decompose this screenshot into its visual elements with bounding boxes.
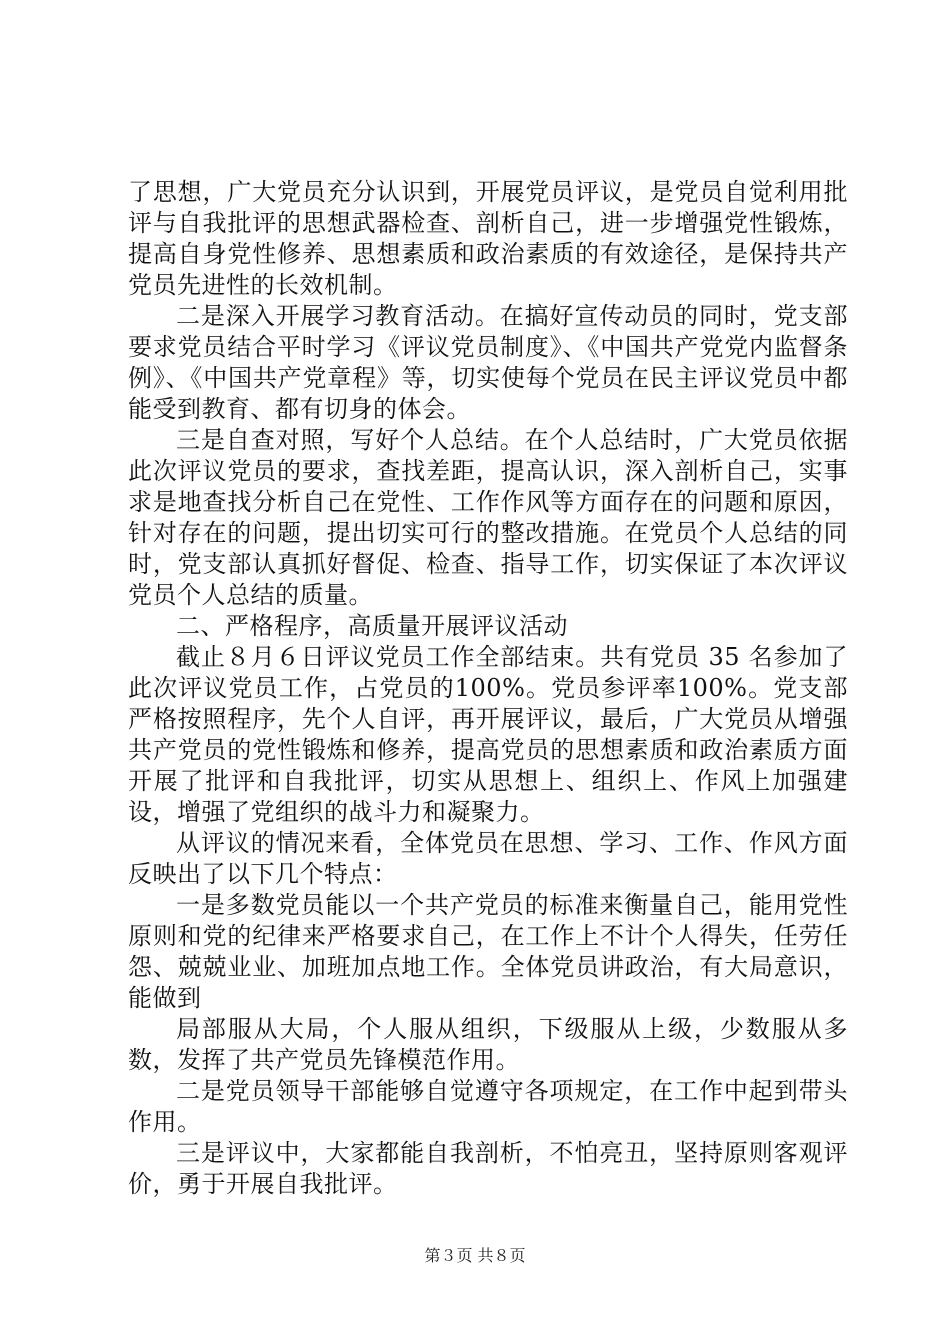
- paragraph-study-activities: 二是深入开展学习教育活动。在搞好宣传动员的同时，党支部要求党员结合平时学习《评议党员制度》、《中国共产党党内监督条例》、《中国共产党章程》等，切实使每个党员在民主评议党员中都能受到教育、都有切身的体会。: [128, 302, 848, 423]
- paragraph-evaluation-overview: 从评议的情况来看，全体党员在思想、学习、工作、作风方面反映出了以下几个特点：: [128, 829, 848, 888]
- document-body: [128, 177, 848, 1200]
- paragraph-feature-two: 二是党员领导干部能够自觉遵守各项规定，在工作中起到带头作用。: [128, 1077, 848, 1136]
- section-heading-strict-procedure: 二、严格程序，高质量开展评议活动: [176, 612, 568, 640]
- paragraph-feature-one: 一是多数党员能以一个共产党员的标准来衡量自己，能用党性原则和党的纪律来严格要求自己，在工作上不计个人得失，任劳任怨、兢兢业业、加班加点地工作。全体党员讲政治，有大局意识，能做到: [128, 891, 848, 1012]
- paragraph-feature-one-continued: 局部服从大局，个人服从组织，下级服从上级，少数服从多数，发挥了共产党员先锋模范作用。: [128, 1015, 848, 1074]
- page-number-footer: 第３页 共８页: [424, 1246, 526, 1265]
- paragraph-self-check: 三是自查对照，写好个人总结。在个人总结时，广大党员依据此次评议党员的要求，查找差距，提高认识，深入剖析自己，实事求是地查找分析自己在党性、工作作风等方面存在的问题和原因，针对存在的问题，提出切实可行的整改措施。在党员个人总结的同时，党支部认真抓好督促、检查、指导工作，切实保证了本次评议党员个人总结的质量。: [128, 426, 848, 609]
- paragraph-feature-three: 三是评议中，大家都能自我剖析，不怕亮丑，坚持原则客观评价，勇于开展自我批评。: [128, 1139, 848, 1198]
- paragraph-deadline: 截止８月６日评议党员工作全部结束。共有党员 35 名参加了此次评议党员工作，占党员的100%。党员参评率100%。党支部严格按照程序，先个人自评，再开展评议，最后，广大党员从增强共产党员的党性锻炼和修养，提高党员的思想素质和政治素质方面开展了批评和自我批评，切实从思想上、组织上、作风上加强建设，增强了党组织的战斗力和凝聚力。: [128, 643, 848, 826]
- paragraph-continuation: 了思想，广大党员充分认识到，开展党员评议，是党员自觉利用批评与自我批评的思想武器检查、剖析自己，进一步增强党性锻炼，提高自身党性修养、思想素质和政治素质的有效途径，是保持共产党员先进性的长效机制。: [128, 178, 848, 299]
